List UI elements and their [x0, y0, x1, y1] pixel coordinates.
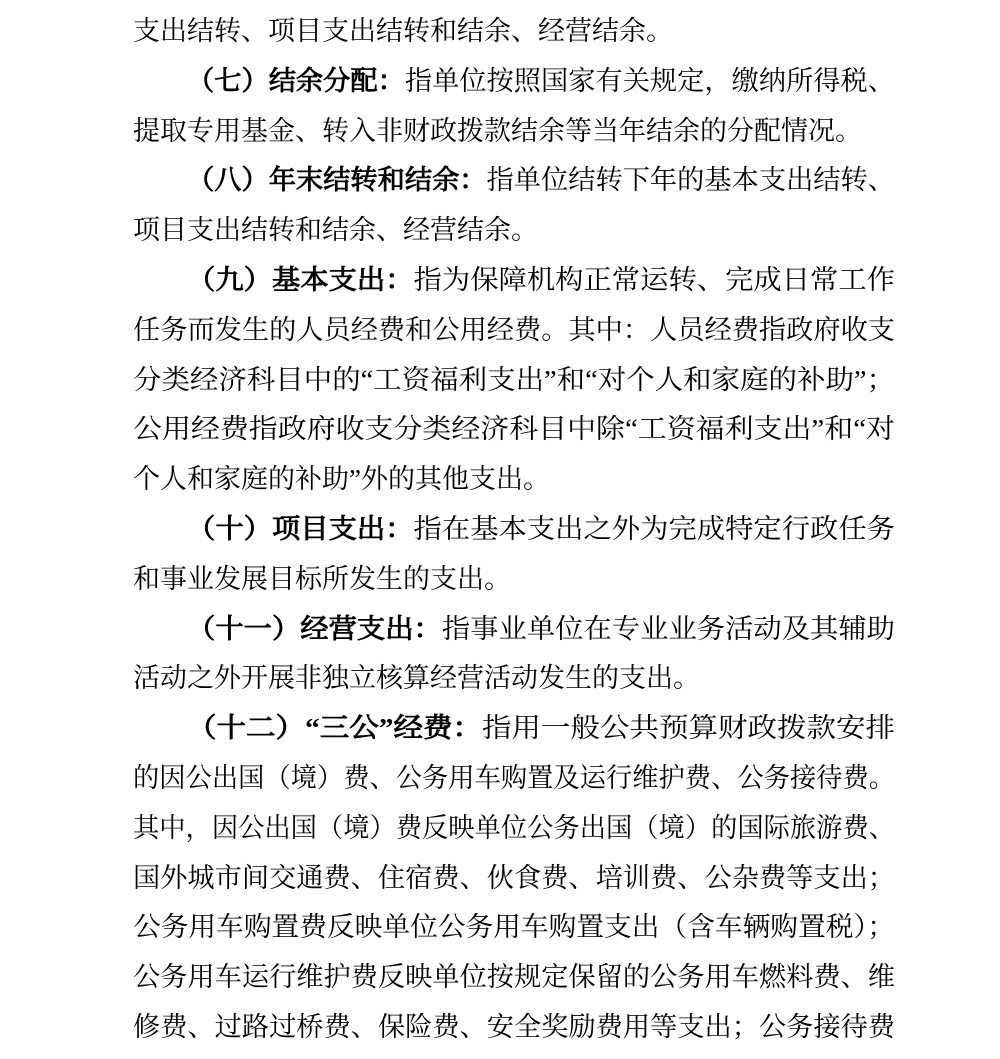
text-line	[133, 356, 895, 406]
body-text: 修费、过路过桥费、保险费、安全奖励费用等支出；公务接待费	[133, 1011, 895, 1042]
text-line	[133, 156, 895, 206]
text-line	[133, 1003, 895, 1053]
text-line-content	[187, 505, 895, 555]
text-line-content	[187, 57, 895, 107]
body-text: 指事业单位在专业业务活动及其辅助	[441, 613, 895, 644]
body-text: 其中，因公出国（境）费反映单位公务出国（境）的国际旅游费、	[133, 812, 895, 843]
text-line	[133, 605, 895, 655]
text-line	[133, 306, 895, 356]
text-line	[133, 206, 895, 256]
text-line-content	[133, 1003, 895, 1053]
text-line	[133, 654, 895, 704]
text-line	[133, 107, 895, 157]
text-line	[133, 854, 895, 904]
text-line-content	[133, 107, 862, 157]
text-line-content	[133, 754, 895, 804]
text-line-content	[133, 306, 895, 356]
text-line	[133, 953, 895, 1003]
text-line-content	[133, 654, 700, 704]
text-line-content	[187, 156, 895, 206]
text-line-content	[133, 804, 895, 854]
body-text: 提取专用基金、转入非财政拨款结余等当年结余的分配情况。	[133, 115, 862, 146]
text-line	[133, 804, 895, 854]
text-line-content	[133, 7, 673, 57]
body-text: 指为保障机构正常运转、完成日常工作	[413, 264, 895, 295]
text-line	[133, 57, 895, 107]
body-text: 任务而发生的人员经费和公用经费。其中：人员经费指政府收支	[133, 314, 895, 345]
body-text: 指用一般公共预算财政拨款安排	[482, 713, 895, 744]
term-heading: （十二）“三公”经费：	[187, 713, 482, 744]
text-line	[133, 505, 895, 555]
body-text: 的因公出国（境）费、公务用车购置及运行维护费、公务接待费。	[133, 762, 895, 793]
text-line	[133, 555, 895, 605]
body-text: 个人和家庭的补助”外的其他支出。	[133, 464, 550, 495]
body-text: 国外城市间交通费、住宿费、伙食费、培训费、公杂费等支出；	[133, 862, 895, 893]
text-line	[133, 256, 895, 306]
body-text: 支出结转、项目支出结转和结余、经营结余。	[133, 16, 673, 46]
body-text: 分类经济科目中的“工资福利支出”和“对个人和家庭的补助”；	[133, 364, 895, 395]
text-line	[133, 903, 895, 953]
text-line	[133, 704, 895, 754]
text-line	[133, 754, 895, 804]
body-text: 公务用车运行维护费反映单位按规定保留的公务用车燃料费、维	[133, 962, 895, 993]
body-text: 公用经费指政府收支分类经济科目中除“工资福利支出”和“对	[133, 414, 895, 445]
text-line-content	[133, 555, 511, 605]
text-line-content	[133, 206, 538, 256]
term-heading: （八）年末结转和结余：	[187, 165, 487, 196]
text-line-content	[187, 256, 895, 306]
body-text: 指单位结转下年的基本支出结转、	[486, 165, 896, 196]
text-line	[133, 455, 895, 505]
text-line	[133, 405, 895, 455]
text-line-content	[133, 903, 895, 953]
body-text: 活动之外开展非独立核算经营活动发生的支出。	[133, 663, 700, 694]
text-line-content	[133, 455, 550, 505]
text-line-content	[187, 605, 895, 655]
body-text: 指在基本支出之外为完成特定行政任务	[413, 513, 895, 544]
body-text: 公务用车购置费反映单位公务用车购置支出（含车辆购置税）；	[133, 912, 895, 943]
body-text: 和事业发展目标所发生的支出。	[133, 563, 511, 594]
term-heading: （九）基本支出：	[187, 264, 414, 295]
term-heading: （十）项目支出：	[187, 513, 414, 544]
term-heading: （七）结余分配：	[187, 65, 405, 96]
text-line-content	[133, 356, 895, 406]
body-text: 项目支出结转和结余、经营结余。	[133, 215, 538, 246]
text-line-content	[133, 953, 895, 1003]
text-line-content	[133, 854, 895, 904]
body-text: 指单位按照国家有关规定，缴纳所得税、	[404, 65, 896, 96]
text-line-content	[133, 405, 895, 455]
text-line	[133, 7, 895, 57]
text-line-content	[187, 704, 895, 754]
term-heading: （十一）经营支出：	[187, 613, 442, 644]
